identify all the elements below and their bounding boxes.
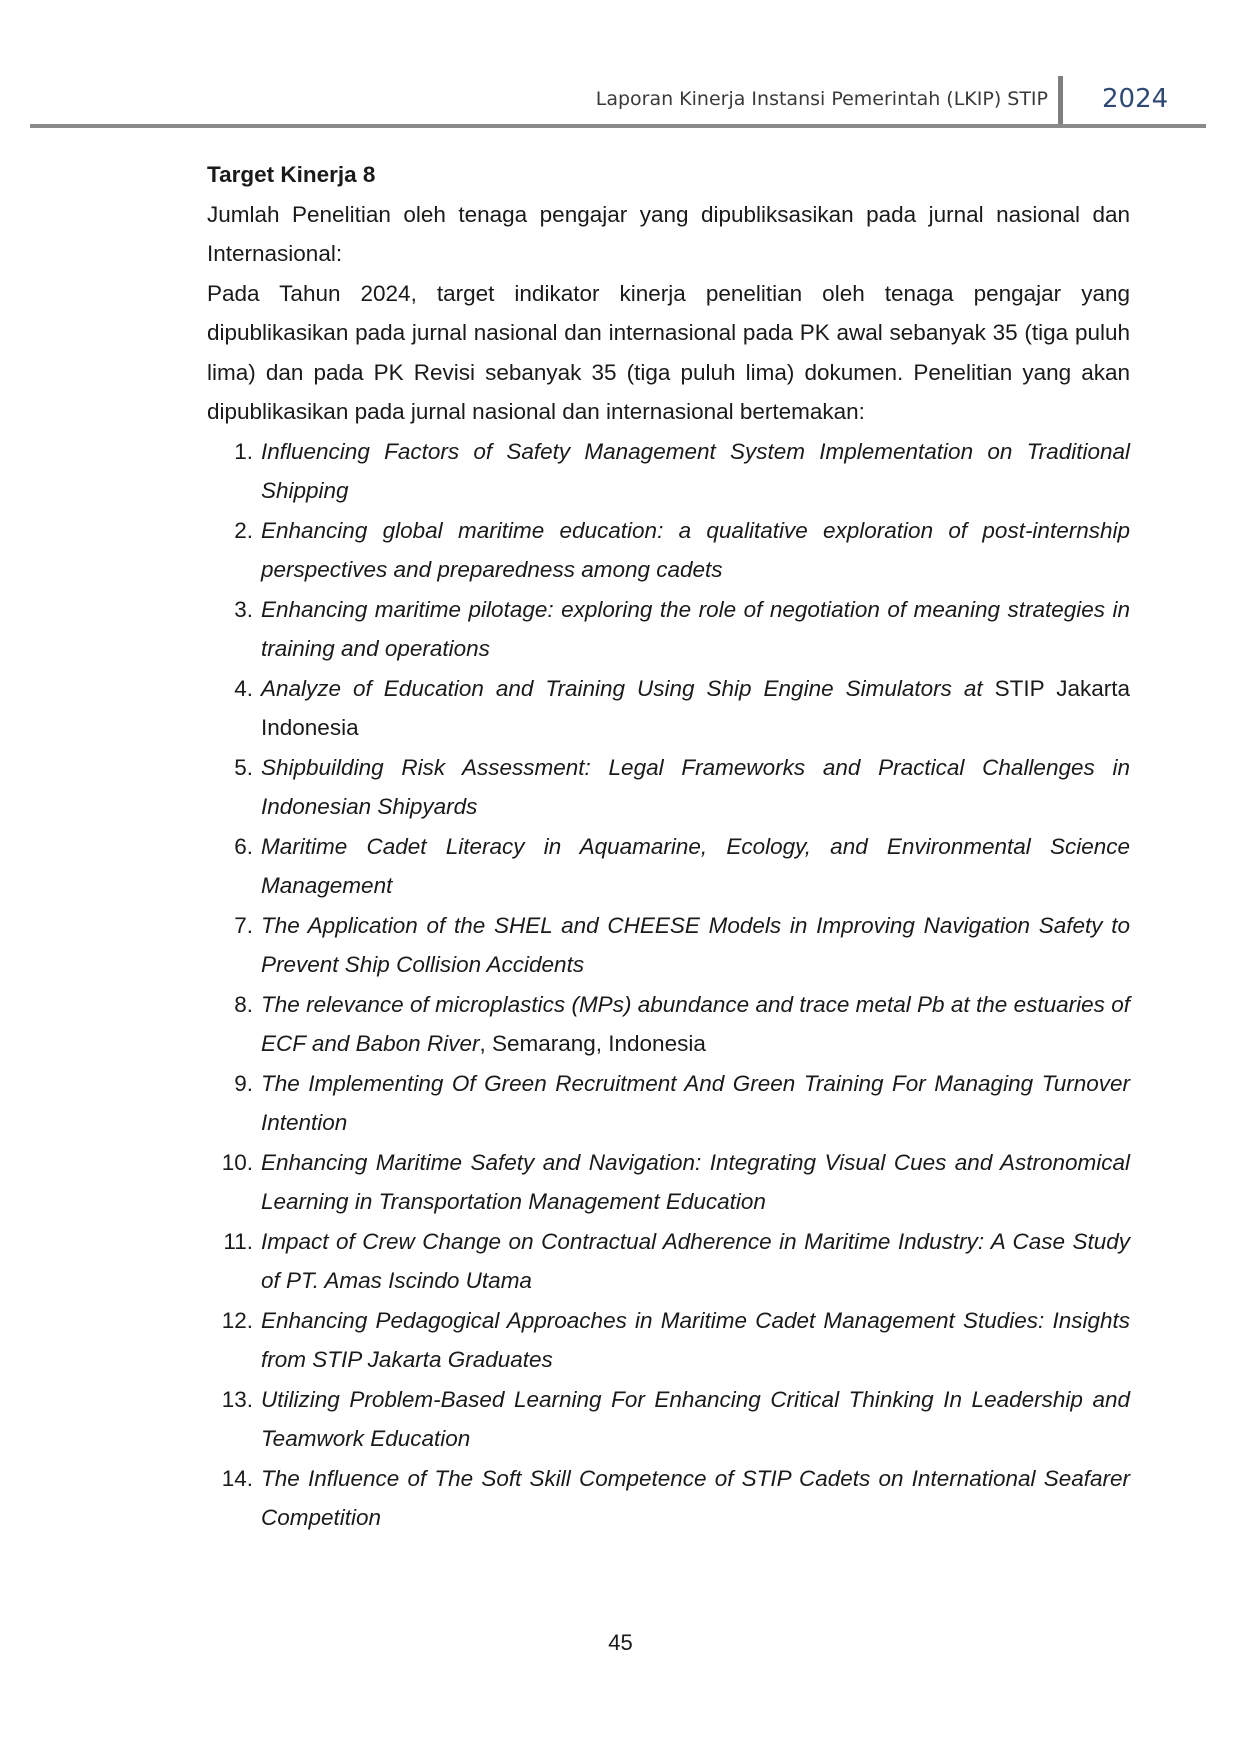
list-item bbox=[207, 748, 1130, 827]
list-item-number: 6. bbox=[234, 833, 253, 859]
list-item-title: Enhancing Maritime Safety and Navigation: Integrating Visual Cues and Astronomical Learning in Transportation Management Education bbox=[261, 1149, 1130, 1214]
list-item-number: 1. bbox=[234, 438, 253, 464]
main-content bbox=[207, 155, 1130, 1538]
list-item-title: Utilizing Problem-Based Learning For Enhancing Critical Thinking In Leadership and Teamwork Education bbox=[261, 1386, 1130, 1451]
list-item-number: 5. bbox=[234, 754, 253, 780]
list-item-tail: STIP Jakarta Indonesia bbox=[261, 675, 1131, 740]
page-header bbox=[30, 76, 1206, 130]
list-item-number: 10. bbox=[221, 1149, 253, 1175]
list-item-number: 11. bbox=[223, 1228, 253, 1254]
list-item bbox=[207, 1380, 1130, 1459]
header-year: 2024 bbox=[1102, 84, 1169, 114]
list-item bbox=[207, 432, 1130, 511]
list-item bbox=[207, 1301, 1130, 1380]
list-item-number: 9. bbox=[234, 1070, 253, 1096]
list-item-title: The Application of the SHEL and CHEESE Models in Improving Navigation Safety to Prevent Ship Collision Accidents bbox=[261, 912, 1130, 977]
list-item bbox=[207, 1222, 1130, 1301]
list-item-title: Maritime Cadet Literacy in Aquamarine, Ecology, and Environmental Science Management bbox=[261, 833, 1130, 898]
list-item bbox=[207, 669, 1130, 748]
list-item-title: The relevance of microplastics (MPs) abundance and trace metal Pb at the estuaries of ECF and Babon River bbox=[261, 991, 1130, 1056]
list-item-number: 12. bbox=[221, 1307, 253, 1333]
list-item bbox=[207, 985, 1130, 1064]
list-item bbox=[207, 827, 1130, 906]
list-item-number: 2. bbox=[234, 517, 253, 543]
header-title: Laporan Kinerja Instansi Pemerintah (LKIP) STIP bbox=[595, 88, 1048, 110]
list-item bbox=[207, 1459, 1130, 1538]
section-heading: Target Kinerja 8 bbox=[207, 162, 376, 187]
list-item-title: Analyze of Education and Training Using Ship Engine Simulators at bbox=[261, 675, 983, 701]
list-item-title: The Implementing Of Green Recruitment And Green Training For Managing Turnover Intention bbox=[261, 1070, 1130, 1135]
list-item-title: Shipbuilding Risk Assessment: Legal Frameworks and Practical Challenges in Indonesian Shipyards bbox=[261, 754, 1130, 819]
research-titles-list bbox=[207, 432, 1130, 1538]
list-item-title: Enhancing Pedagogical Approaches in Maritime Cadet Management Studies: Insights from STIP Jakarta Graduates bbox=[261, 1307, 1130, 1372]
header-divider bbox=[1058, 76, 1063, 128]
list-item-number: 3. bbox=[234, 596, 253, 622]
list-item bbox=[207, 590, 1130, 669]
list-item-tail: , Semarang, Indonesia bbox=[479, 1031, 706, 1056]
section-body: Pada Tahun 2024, target indikator kinerja penelitian oleh tenaga pengajar yang dipublikasikan pada jurnal nasional dan internasional pada PK awal sebanyak 35 (tiga puluh lima) dan pada PK Revisi sebanyak 35 (tiga puluh lima) dokumen. Penelitian yang akan dipublikasikan pada jurnal nasional dan internasional bertemakan: bbox=[207, 280, 1130, 424]
list-item-number: 13. bbox=[221, 1386, 253, 1412]
list-item bbox=[207, 511, 1130, 590]
list-item-title: Impact of Crew Change on Contractual Adherence in Maritime Industry: A Case Study of PT. Amas Iscindo Utama bbox=[261, 1228, 1130, 1293]
list-item bbox=[207, 1143, 1130, 1222]
list-item-number: 14. bbox=[221, 1465, 253, 1491]
list-item-title: Influencing Factors of Safety Management System Implementation on Traditional Shipping bbox=[261, 438, 1130, 503]
list-item-number: 4. bbox=[234, 675, 253, 701]
section-intro: Jumlah Penelitian oleh tenaga pengajar yang dipubliksasikan pada jurnal nasional dan Internasional: bbox=[207, 201, 1130, 266]
list-item-number: 7. bbox=[234, 912, 253, 938]
page-number: 45 bbox=[608, 1630, 633, 1655]
header-rule bbox=[30, 124, 1206, 128]
list-item bbox=[207, 906, 1130, 985]
list-item-number: 8. bbox=[234, 991, 253, 1017]
list-item-title: Enhancing global maritime education: a qualitative exploration of post-internship perspectives and preparedness among cadets bbox=[261, 517, 1130, 582]
list-item bbox=[207, 1064, 1130, 1143]
list-item-title: Enhancing maritime pilotage: exploring the role of negotiation of meaning strategies in training and operations bbox=[261, 596, 1130, 661]
list-item-title: The Influence of The Soft Skill Competence of STIP Cadets on International Seafarer Competition bbox=[261, 1465, 1130, 1530]
